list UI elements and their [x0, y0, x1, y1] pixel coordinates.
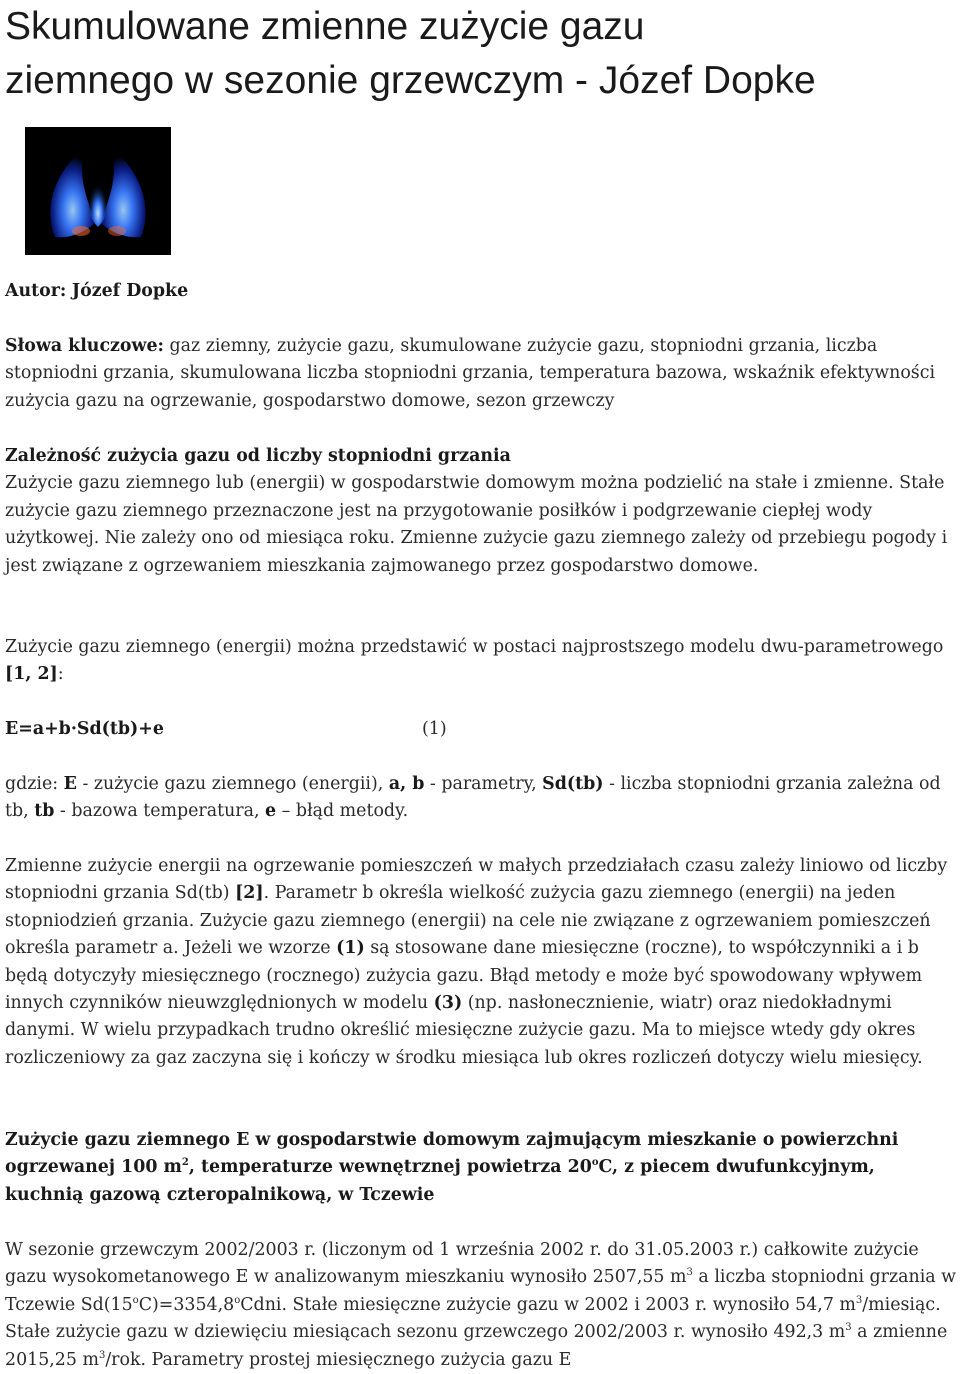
title-line-2: ziemnego w sezonie grzewczym - Józef Dopke	[5, 59, 816, 102]
paragraph-text: (np. nasłonecznienie, wiatr) oraz niedokładnymi danymi. W wielu przypadkach trudno określić miesięczne zużycie gazu. Ma to miejsce wtedy gdy okres rozliczeniowy za gaz zaczyna się i kończy w środku miesiąca lub okres rozliczeń dotyczy wielu miesięcy.	[5, 993, 923, 1068]
model-intro-text: Zużycie gazu ziemnego (energii) można przedstawić w postaci najprostszego modelu dwu-parametrowego	[5, 637, 944, 657]
section-2-heading-text	[5, 1130, 898, 1205]
paragraph-text: a zmienne 2015,25 m	[5, 1322, 948, 1370]
paragraph-text: Cdni. Stałe miesięczne zużycie gazu w 2002 i 2003 r. wynosiło 54,7 m	[240, 1294, 856, 1315]
gas-flame-photo	[25, 127, 171, 255]
paragraph-text: Zmienne zużycie energii na ogrzewanie pomieszczeń w małych przedziałach czasu zależy liniowo od liczby stopniodni grzania Sd(tb)	[5, 856, 948, 904]
var-sd: Sd(tb)	[542, 774, 604, 794]
formula-number: (1)	[422, 719, 447, 739]
page-title	[5, 0, 957, 108]
heading-part: C, z piecem dwufunkcyjnym, kuchnią gazową czteropalnikową, w Tczewie	[5, 1157, 875, 1205]
keywords-label: Słowa kluczowe:	[5, 336, 164, 356]
model-intro-colon: :	[57, 664, 64, 685]
where-text: - liczba stopniodni grzania zależna od tb,	[5, 774, 941, 822]
var-tb: tb	[34, 801, 55, 822]
heading-part: Zużycie gazu ziemnego E w gospodarstwie domowym zajmującym mieszkanie o powierzchni ogrzewanej 100 m	[5, 1130, 899, 1178]
var-E: E	[63, 774, 77, 794]
superscript: o	[234, 1295, 241, 1307]
formula-ref-1: (1)	[336, 938, 365, 959]
variable-consumption-paragraph	[5, 853, 957, 1072]
where-text: - bazowa temperatura,	[54, 801, 266, 822]
superscript: 2	[181, 1157, 189, 1169]
keywords-text: gaz ziemny, zużycie gazu, skumulowane zużycie gazu, stopniodni grzania, liczba stopniodni grzania, skumulowana liczba stopniodni grzania, temperatura bazowa, wskaźnik efektywności zużycia gazu na ogrzewanie, gospodarstwo domowe, sezon grzewczy	[5, 336, 936, 411]
superscript: 3	[855, 1295, 863, 1307]
formula: E=a+b·Sd(tb)+e	[5, 719, 164, 739]
paragraph-text: /miesiąc. Stałe zużycie gazu w dziewięciu miesiącach sezonu grzewczego 2002/2003 r. wynosiło 492,3 m	[5, 1294, 941, 1343]
superscript: o	[591, 1157, 599, 1169]
model-intro-paragraph	[5, 634, 957, 689]
citation-2: [2]	[235, 883, 264, 904]
section-2-heading	[5, 1127, 957, 1209]
where-text: - zużycie gazu ziemnego (energii),	[76, 774, 389, 794]
heating-season-paragraph	[5, 1237, 957, 1374]
paragraph-text: /rok. Parametry prostej miesięcznego zużycia gazu E	[105, 1349, 572, 1370]
section-1-heading: Zależność zużycia gazu od liczby stopniodni grzania	[5, 446, 511, 466]
superscript: 3	[686, 1267, 693, 1279]
section-1-paragraph: Zużycie gazu ziemnego lub (energii) w gospodarstwie domowym można podzielić na stałe i zmienne. Stałe zużycie gazu ziemnego przeznaczone jest na przygotowanie posiłków i podgrzewanie ciepłej wody użytkowej. Nie zależy ono od miesiąca roku. Zmienne zużycie gazu ziemnego zależy od przebiegu pogody i jest związane z ogrzewaniem mieszkania zajmowanego przez gospodarstwo domowe.	[5, 473, 948, 576]
where-text: gdzie:	[5, 774, 64, 794]
superscript: 3	[98, 1349, 106, 1361]
paragraph-text: a liczba stopniodni grzania w Tczewie Sd(15	[5, 1267, 957, 1315]
citation-3: (3)	[433, 993, 463, 1014]
section-dependence	[5, 443, 957, 580]
heading-part: , temperaturze wewnętrznej powietrza 20	[188, 1157, 592, 1178]
author-line	[5, 278, 957, 305]
superscript: o	[132, 1295, 139, 1307]
paragraph-text: C)=3354,8	[138, 1294, 235, 1315]
var-e: e	[265, 801, 277, 822]
superscript: 3	[845, 1322, 852, 1334]
where-paragraph	[5, 771, 957, 826]
paragraph-text: są stosowane dane miesięczne (roczne), to współczynniki a i b będą dotyczyły miesięcznego (rocznego) zużycia gazu. Błąd metody e może być spowodowany wpływem innych czynników nieuwzględnionych w modelu	[5, 938, 923, 1014]
var-a-b: a, b	[388, 774, 425, 794]
keywords-paragraph	[5, 333, 957, 415]
gas-flame-icon	[25, 127, 171, 255]
where-text: – błąd metody.	[276, 801, 409, 822]
formula-row	[5, 716, 957, 743]
title-line-1: Skumulowane zmienne zużycie gazu	[5, 5, 645, 48]
author-label: Autor:	[5, 281, 67, 301]
paragraph-text: . Parametr b określa wielkość zużycia gazu ziemnego (energii) na jeden stopniodzień grzania. Zużycie gazu ziemnego (energii) na cele nie związane z ogrzewaniem pomieszczeń określa parametr a. Jeżeli we wzorze	[5, 883, 931, 959]
author-name: Józef Dopke	[71, 281, 189, 301]
citation-1-2: [1, 2]	[5, 664, 58, 685]
paragraph-text: W sezonie grzewczym 2002/2003 r. (liczonym od 1 września 2002 r. do 31.05.2003 r.) całkowite zużycie gazu wysokometanowego E w analizowanym mieszkaniu wynosiło 2507,55 m	[5, 1240, 919, 1288]
where-text: - parametry,	[424, 774, 543, 794]
